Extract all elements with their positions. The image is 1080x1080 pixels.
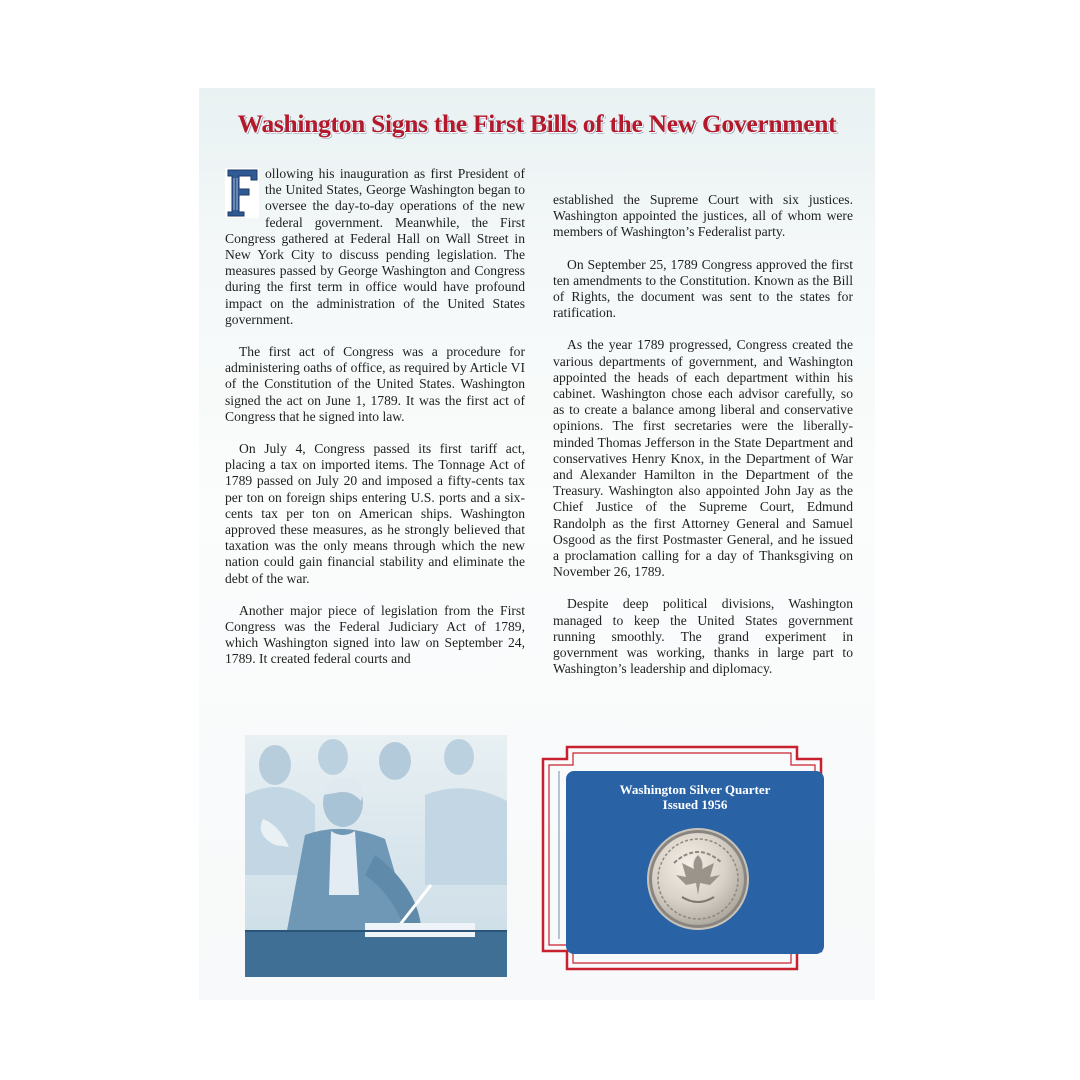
coin-issue-year: Issued 1956 bbox=[662, 797, 728, 812]
paragraph-supreme-court: established the Supreme Court with six justices. Washington appointed the justices, all of whom were members of Washington’s Federalist party. bbox=[553, 192, 853, 240]
washington-engraving-image bbox=[245, 735, 507, 977]
coin-holder bbox=[539, 741, 825, 975]
paragraph-tariff: On July 4, Congress passed its first tariff act, placing a tax on imported items. The Tonnage Act of 1789 passed on July 20 and imposed a fifty-cents tax per ton on foreign ships entering U.S. ports and a six-cents tax per ton on American ships. Washington approved these measures, as he strongly believed that taxation was the only means through which the new nation could gain financial stability and eliminate the debt of the war. bbox=[225, 441, 525, 586]
paragraph-conclusion: Despite deep political divisions, Washington managed to keep the United States government running smoothly. The grand experiment in government was working, thanks in large part to Washington’s leadership and diplomacy. bbox=[553, 596, 853, 677]
coin-card bbox=[566, 771, 824, 954]
paragraph-oaths: The first act of Congress was a procedure for administering oaths of office, as required by Article VI of the Constitution of the United States. Washington signed the act on June 1, 1789. It was the first act of Congress that he signed into law. bbox=[225, 344, 525, 424]
paragraph-cabinet: As the year 1789 progressed, Congress created the various departments of government, and Washington appointed the heads of each department within his cabinet. Washington chose each advisor carefully, so as to create a balance among liberal and conservative opinions. The first secretaries were the liberally-minded Thomas Jefferson in the State Department and conservatives Henry Knox, in the Department of War and Alexander Hamilton in the Department of the Treasury. Washington also appointed John Jay as the Chief Justice of the Supreme Court, Edmund Randolph as the first Attorney General and Samuel Osgood as the first Postmaster General, and he issued a proclamation calling for a day of Thanksgiving on November 26, 1789. bbox=[553, 337, 853, 580]
dropcap-f-icon bbox=[225, 168, 259, 218]
coin-card-title bbox=[566, 782, 824, 812]
paragraph-intro bbox=[225, 166, 525, 328]
paragraph-bill-of-rights: On September 25, 1789 Congress approved the first ten amendments to the Constitution. Known as the Bill of Rights, the document was sent to the states for ratification. bbox=[553, 256, 853, 321]
insert-page bbox=[199, 88, 875, 1000]
page-title: Washington Signs the First Bills of the New Government bbox=[237, 109, 837, 138]
left-column bbox=[225, 166, 525, 684]
right-column bbox=[553, 192, 853, 693]
intro-text: ollowing his inauguration as first President of the United States, George Washington began to oversee the day-to-day operations of the new federal government. Meanwhile, the First Congress gathered at Federal Hall on Wall Street in New York City to discuss pending legislation. The measures passed by George Washington and Congress during the first term in office would have profound impact on the administration of the United States government. bbox=[225, 166, 525, 327]
coin-name: Washington Silver Quarter bbox=[619, 782, 771, 797]
quarter-coin-icon bbox=[652, 833, 744, 925]
paragraph-judiciary: Another major piece of legislation from the First Congress was the Federal Judiciary Act of 1789, which Washington signed into law on September 24, 1789. It created federal courts and bbox=[225, 602, 525, 667]
